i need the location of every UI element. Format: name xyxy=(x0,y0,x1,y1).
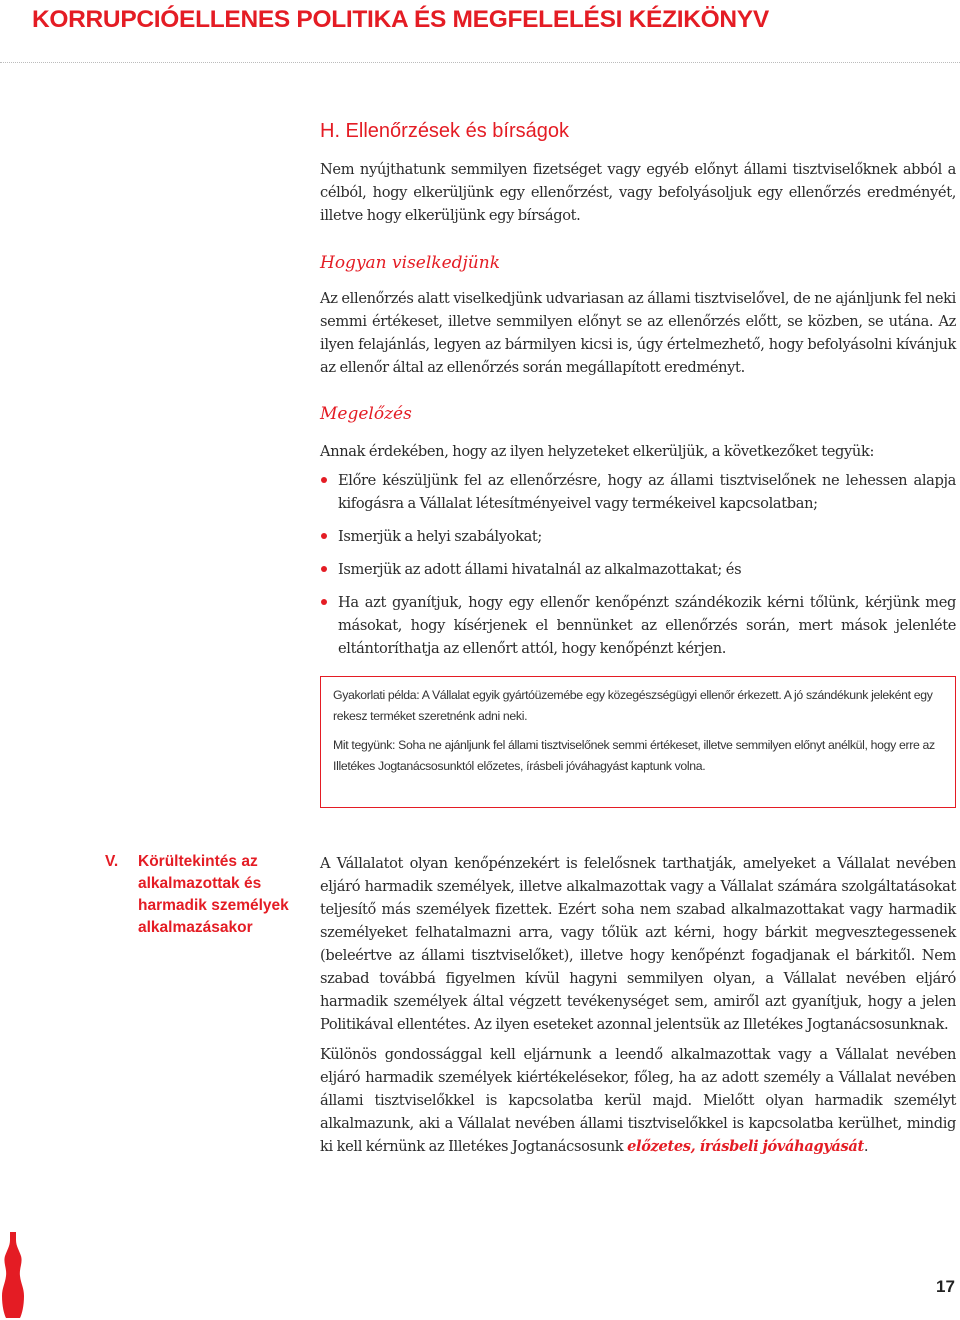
section-v-number: V. xyxy=(105,853,119,870)
bullet-icon xyxy=(321,566,327,572)
list-item: Ismerjük a helyi szabályokat; xyxy=(320,525,956,548)
section-v-title: Körültekintés az alkalmazottak és harmadik személyek alkalmazásakor xyxy=(138,853,289,936)
section-title: H. Ellenőrzések és bírságok xyxy=(320,120,570,142)
page-number: 17 xyxy=(936,1277,955,1296)
list-item: Ismerjük az adott állami hivatalnál az alkalmazottakat; és xyxy=(320,558,956,581)
list-item: Előre készüljünk fel az ellenőrzésre, hogy az állami tisztviselőnek ne lehessen alapja kifogásra a Vállalat létesítményeivel vagy termékeivel kapcsolatban; xyxy=(320,469,956,515)
example-answer: Mit tegyünk: Soha ne ajánljunk fel állami tisztviselőnek semmi értékeset, illetve semmilyen előnyt anélkül, hogy erre az Illetékes Jogtanácsosunktól előzetes, írásbeli jóváhagyást kaptunk volna. xyxy=(333,738,935,773)
header-divider xyxy=(0,62,960,63)
bullet-icon xyxy=(321,477,327,483)
subheading-prevent: Megelőzés xyxy=(320,404,412,424)
example-text: Gyakorlati példa: A Vállalat egyik gyártóüzemébe egy közegészségügyi ellenőr érkezett. A jó szándékunk jeleként egy rekesz terméket szeretnénk adni neki. xyxy=(333,688,933,723)
prevent-intro: Annak érdekében, hogy az ilyen helyzeteket elkerüljük, a következőket tegyük: xyxy=(320,443,875,460)
header-title: KORRUPCIÓELLENES POLITIKA ÉS MEGFELELÉSI KÉZIKÖNYV xyxy=(32,6,769,33)
bullet-icon xyxy=(321,533,327,539)
bottle-icon xyxy=(0,1230,26,1320)
subheading-behave: Hogyan viselkedjünk xyxy=(320,253,501,273)
bullet-icon xyxy=(321,599,327,605)
section-v-paragraph-1: A Vállalatot olyan kenőpénzekért is felelősnek tarthatják, amelyeket a Vállalat nevében eljáró harmadik személyek, illetve alkalmazottak vagy a Vállalat számára szolgáltatásokat teljesítő más személyek fizettek. Ezért soha nem szabad alkalmazottakat vagy harmadik személyeket felhatalmazni arra, vagy tőlük azt kérni, hogy bárkit megvesztegessenek (beleértve az állami tisztviselőket), illetve hogy kenőpénzt fogadjanak el bárkitől. Nem szabad továbbá figyelmen kívül hagyni semmilyen olyan, a Vállalat nevében eljáró harmadik személyek által végzett tevékenységet sem, amiről azt gyanítjuk, hogy a jelen Politikával ellentétes. Az ilyen eseteket azonnal jelentsük az Illetékes Jogtanácsosunknak. xyxy=(320,855,956,1033)
behave-paragraph: Az ellenőrzés alatt viselkedjünk udvariasan az állami tisztviselővel, de ne ajánljunk fel neki semmi értékeset, illetve semmilyen előnyt se az ellenőrzés előtt, se közben, se utána. Az ilyen felajánlás, legyen az bármilyen kicsi is, úgy értelmezhető, hogy befolyásolni kívánjuk az ellenőr által az ellenőrzés során megállapított eredményt. xyxy=(320,290,956,376)
prevent-list xyxy=(320,469,956,670)
example-box xyxy=(320,676,956,808)
emphasis-text: előzetes, írásbeli jóváhagyását xyxy=(627,1138,864,1155)
list-item: Ha azt gyanítjuk, hogy egy ellenőr kenőpénzt szándékozik kérni tőlünk, kérjünk meg másokat, hogy kísérjenek el bennünket az ellenőrzés során, mert mások jelenléte eltántoríthatja az ellenőrt attól, hogy kenőpénzt kérjen. xyxy=(320,591,956,660)
section-v-paragraph-2: Különös gondossággal kell eljárnunk a leendő alkalmazottak vagy a Vállalat nevében eljáró harmadik személyek kiértékelésekor, főleg, ha az adott személy a Vállalat nevében állami tisztviselőkkel is kapcsolatba kerül majd. Mielőtt olyan harmadik személyt alkalmazunk, aki a Vállalat nevében állami tisztviselőkkel is kapcsolatba kerülhet, mindig ki kell kérnünk az Illetékes Jogtanácsosunk előzetes, írásbeli jóváhagyását. xyxy=(320,1046,956,1155)
section-intro: Nem nyújthatunk semmilyen fizetséget vagy egyéb előnyt állami tisztviselőknek abból a célból, hogy elkerüljünk egy ellenőrzést, vagy befolyásoljuk egy ellenőrzés eredményét, illetve hogy elkerüljünk egy bírságot. xyxy=(320,161,956,224)
